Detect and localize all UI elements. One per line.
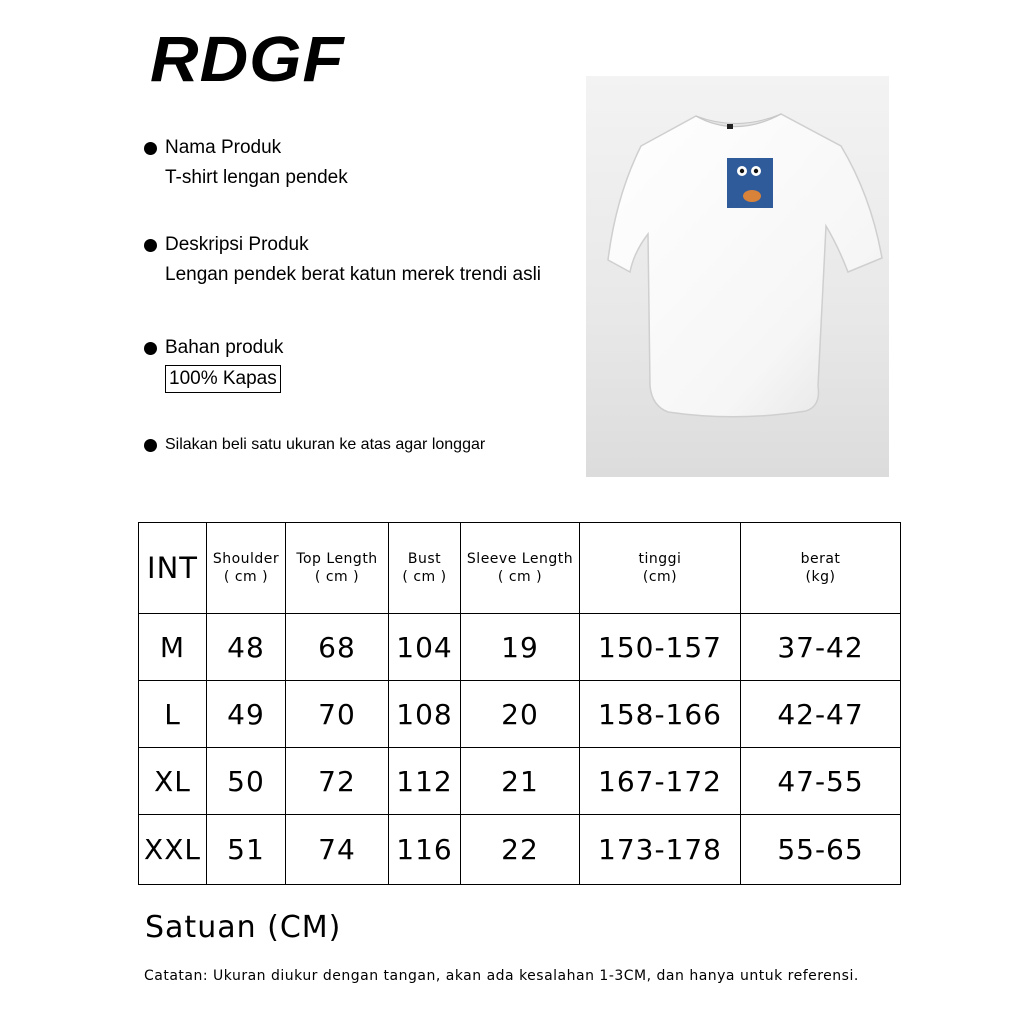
cell-bust: 116: [389, 815, 461, 885]
footnote-text: Catatan: Ukuran diukur dengan tangan, akan ada kesalahan 1-3CM, dan hanya untuk referensi.: [144, 968, 859, 984]
cell-size: L: [139, 681, 207, 748]
table-row: [139, 681, 901, 748]
cell-size: M: [139, 614, 207, 681]
table-row: [139, 614, 901, 681]
table-row: [139, 815, 901, 885]
cell-size: XL: [139, 748, 207, 815]
cell-bust: 112: [389, 748, 461, 815]
header-top-length: Top Length ( cm ): [286, 523, 389, 614]
sizing-tip-text: Silakan beli satu ukuran ke atas agar longgar: [165, 436, 486, 453]
tag-mark: [727, 124, 733, 129]
cell-bust: 104: [389, 614, 461, 681]
product-material-section: [144, 333, 283, 394]
cell-shoulder: 49: [207, 681, 286, 748]
cell-berat: 42-47: [741, 681, 901, 748]
cell-top-length: 74: [286, 815, 389, 885]
cell-sleeve-length: 22: [461, 815, 580, 885]
unit-label: Satuan (CM): [145, 910, 342, 945]
product-name-section: [144, 133, 348, 193]
product-name-value: T-shirt lengan pendek: [165, 167, 348, 188]
cell-size: XXL: [139, 815, 207, 885]
product-description-label: Deskripsi Produk: [165, 234, 309, 255]
size-table: [138, 522, 901, 885]
product-material-label: Bahan produk: [165, 337, 284, 358]
print-text: SESAME STREET: [729, 202, 771, 208]
cell-shoulder: 50: [207, 748, 286, 815]
header-shoulder: Shoulder ( cm ): [207, 523, 286, 614]
cell-sleeve-length: 21: [461, 748, 580, 815]
cell-bust: 108: [389, 681, 461, 748]
cell-shoulder: 51: [207, 815, 286, 885]
bullet-icon: [144, 239, 157, 252]
cell-tinggi: 173-178: [580, 815, 741, 885]
table-row: [139, 748, 901, 815]
brand-logo: RDGF: [150, 23, 345, 95]
cell-top-length: 72: [286, 748, 389, 815]
tshirt-image: [586, 76, 889, 477]
cell-berat: 37-42: [741, 614, 901, 681]
cell-berat: 47-55: [741, 748, 901, 815]
size-table-header: [139, 523, 901, 614]
cell-berat: 55-65: [741, 815, 901, 885]
bullet-icon: [144, 439, 157, 452]
cell-sleeve-length: 20: [461, 681, 580, 748]
header-int: INT: [139, 523, 207, 614]
cell-tinggi: 150-157: [580, 614, 741, 681]
product-description-value: Lengan pendek berat katun merek trendi asli: [165, 264, 542, 285]
product-description-section: [144, 230, 541, 290]
bullet-icon: [144, 342, 157, 355]
cell-top-length: 68: [286, 614, 389, 681]
cookie-shape: [743, 190, 761, 202]
bullet-icon: [144, 142, 157, 155]
product-material-value: 100% Kapas: [165, 365, 281, 393]
header-tinggi: tinggi (cm): [580, 523, 741, 614]
product-photo: [586, 76, 889, 477]
header-bust: Bust ( cm ): [389, 523, 461, 614]
cell-sleeve-length: 19: [461, 614, 580, 681]
cell-tinggi: 158-166: [580, 681, 741, 748]
header-berat: berat (kg): [741, 523, 901, 614]
cell-tinggi: 167-172: [580, 748, 741, 815]
product-name-label: Nama Produk: [165, 137, 282, 158]
header-sleeve-length: Sleeve Length ( cm ): [461, 523, 580, 614]
cell-top-length: 70: [286, 681, 389, 748]
sizing-tip-section: [144, 430, 485, 460]
cell-shoulder: 48: [207, 614, 286, 681]
